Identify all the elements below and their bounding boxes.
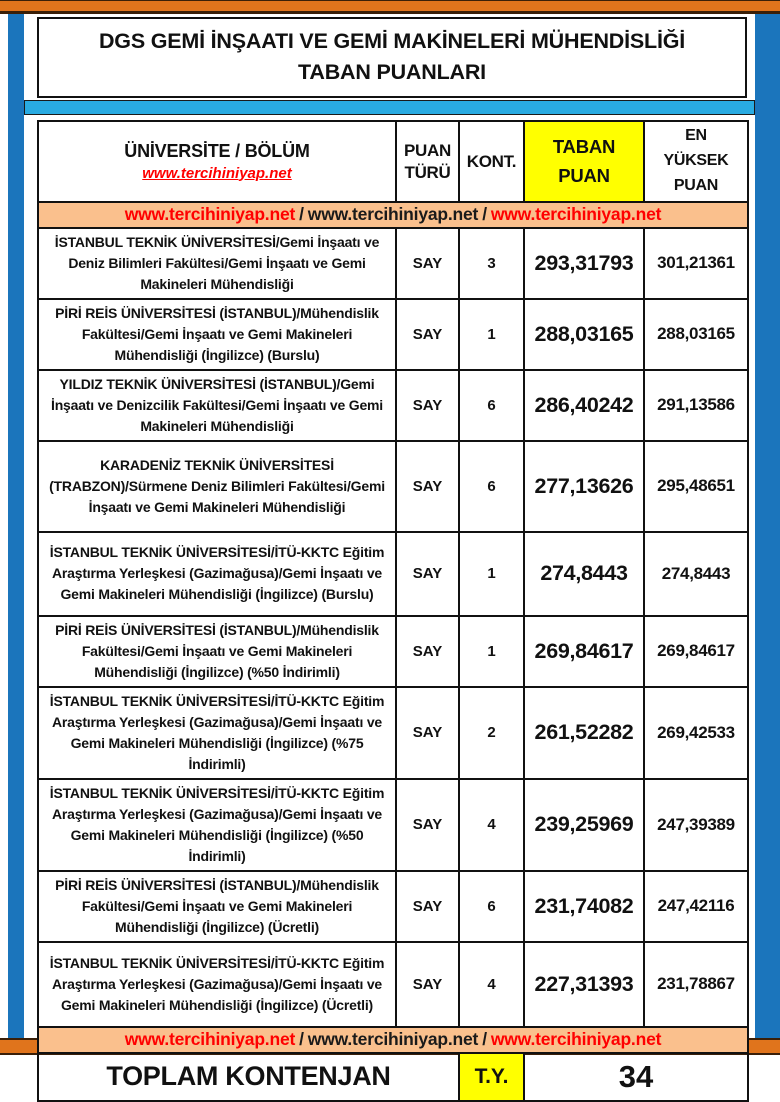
university-name: PİRİ REİS ÜNİVERSİTESİ (İSTANBUL)/Mühendislik Fakültesi/Gemi İnşaatı ve Gemi Makineleri Mühendisliği (İngilizce) (%50 İndirimli) [55, 621, 379, 680]
highest-score-value: 288,03165 [657, 324, 735, 344]
highest-score-cell [644, 687, 748, 779]
table-row [38, 779, 748, 871]
university-name: İSTANBUL TEKNİK ÜNİVERSİTESİ/İTÜ-KKTC Eğitim Araştırma Yerleşkesi (Gazimağusa)/Gemi İnşaatı ve Gemi Makineleri Mühendisliği (İngilizce) (Ücretli) [49, 954, 385, 1013]
university-cell [38, 616, 396, 687]
highest-score-cell [644, 942, 748, 1027]
university-name: İSTANBUL TEKNİK ÜNİVERSİTESİ/İTÜ-KKTC Eğitim Araştırma Yerleşkesi (Gazimağusa)/Gemi İnşaatı ve Gemi Makineleri Mühendisliği (İngilizce) (%50 İndirimli) [49, 784, 385, 864]
highest-score-value: 301,21361 [657, 253, 735, 273]
quota-value: 1 [487, 565, 496, 583]
highest-score-cell [644, 532, 748, 616]
score-type-value: SAY [412, 897, 443, 915]
base-score-cell [524, 942, 644, 1027]
base-score-value: 274,8443 [540, 561, 628, 586]
quota-value: 6 [487, 396, 496, 414]
base-score-value: 231,74082 [534, 893, 634, 918]
total-quota-value: 34 [524, 1053, 748, 1101]
university-cell [38, 370, 396, 441]
university-cell [38, 299, 396, 370]
link-band-bottom-cell [38, 1027, 748, 1053]
tercihiniyap-link[interactable]: www.tercihiniyap.net [490, 203, 662, 224]
quota-value: 4 [487, 816, 496, 834]
tercihiniyap-header-link[interactable]: www.tercihiniyap.net [142, 164, 292, 182]
tercihiniyap-link[interactable]: www.tercihiniyap.net [490, 1028, 662, 1049]
base-score-value: 227,31393 [534, 971, 634, 996]
link-separator: / [482, 203, 487, 224]
base-score-cell [524, 299, 644, 370]
quota-value: 1 [487, 642, 496, 660]
quota-cell [459, 299, 524, 370]
quota-value: 6 [487, 477, 496, 495]
score-type-cell [396, 299, 459, 370]
quota-cell [459, 616, 524, 687]
base-score-cell [524, 370, 644, 441]
quota-cell [459, 532, 524, 616]
score-type-value: SAY [412, 724, 443, 742]
quota-value: 6 [487, 897, 496, 915]
cyan-divider-band [24, 100, 755, 115]
score-type-value: SAY [412, 975, 443, 993]
base-score-value: 269,84617 [534, 638, 634, 663]
col-header-quota: KONT. [459, 121, 524, 201]
university-name: PİRİ REİS ÜNİVERSİTESİ (İSTANBUL)/Mühendislik Fakültesi/Gemi İnşaatı ve Gemi Makineleri Mühendisliği (İngilizce) (Ücretli) [55, 876, 379, 935]
quota-value: 3 [487, 254, 496, 272]
base-score-cell [524, 532, 644, 616]
highest-score-value: 231,78867 [657, 974, 735, 994]
results-body [38, 228, 748, 1027]
highest-score-cell [644, 299, 748, 370]
highest-score-value: 269,84617 [657, 641, 735, 661]
quota-cell [459, 779, 524, 871]
col-header-highest-score: EN YÜKSEK PUAN [644, 121, 748, 201]
score-type-value: SAY [412, 396, 443, 414]
score-type-cell [396, 779, 459, 871]
highest-score-value: 291,13586 [657, 395, 735, 415]
quota-value: 4 [487, 975, 496, 993]
quota-value: 1 [487, 325, 496, 343]
score-type-value: SAY [412, 816, 443, 834]
base-score-value: 293,31793 [534, 250, 634, 275]
base-score-value: 288,03165 [534, 321, 634, 346]
col-header-university [38, 121, 396, 201]
score-type-cell [396, 687, 459, 779]
base-score-cell [524, 616, 644, 687]
score-type-value: SAY [412, 642, 443, 660]
university-name: İSTANBUL TEKNİK ÜNİVERSİTESİ/İTÜ-KKTC Eğitim Araştırma Yerleşkesi (Gazimağusa)/Gemi İnşaatı ve Gemi Makineleri Mühendisliği (İngilizce) (Burslu) [49, 544, 385, 603]
highest-score-value: 274,8443 [661, 563, 731, 583]
university-cell [38, 441, 396, 532]
scores-table [37, 120, 749, 1101]
table-row [38, 871, 748, 942]
score-type-cell [396, 942, 459, 1027]
base-score-value: 261,52282 [534, 720, 634, 745]
col-header-score-type: PUAN TÜRÜ [396, 121, 459, 201]
highest-score-value: 247,39389 [657, 814, 735, 834]
university-cell [38, 871, 396, 942]
base-score-cell [524, 871, 644, 942]
left-blue-bar [8, 14, 24, 1038]
university-name: KARADENİZ TEKNİK ÜNİVERSİTESİ (TRABZON)/Sürmene Deniz Bilimleri Fakültesi/Gemi İnşaatı ve Gemi Makineleri Mühendisliği [49, 456, 385, 515]
university-cell [38, 779, 396, 871]
base-score-cell [524, 779, 644, 871]
link-band-bottom [38, 1027, 748, 1053]
base-score-cell [524, 687, 644, 779]
score-type-cell [396, 228, 459, 299]
score-type-cell [396, 616, 459, 687]
highest-score-cell [644, 370, 748, 441]
score-type-value: SAY [412, 565, 443, 583]
table-row [38, 532, 748, 616]
quota-cell [459, 687, 524, 779]
link-separator: / [299, 203, 304, 224]
score-type-cell [396, 532, 459, 616]
total-score-type-badge: T.Y. [459, 1053, 524, 1101]
university-cell [38, 228, 396, 299]
highest-score-cell [644, 441, 748, 532]
score-type-value: SAY [412, 254, 443, 272]
score-type-cell [396, 370, 459, 441]
table-row [38, 299, 748, 370]
highest-score-cell [644, 616, 748, 687]
university-name: PİRİ REİS ÜNİVERSİTESİ (İSTANBUL)/Mühendislik Fakültesi/Gemi İnşaatı ve Gemi Makineleri Mühendisliği (İngilizce) (Burslu) [55, 304, 379, 363]
base-score-value: 239,25969 [534, 812, 634, 837]
table-row [38, 228, 748, 299]
col-header-base-score: TABAN PUAN [524, 121, 644, 201]
page-title: DGS GEMİ İNŞAATI VE GEMİ MAKİNELERİ MÜHENDİSLİĞİ TABAN PUANLARI [37, 17, 747, 98]
link-band-top [38, 202, 748, 228]
link-band-top-cell [38, 202, 748, 228]
university-cell [38, 532, 396, 616]
quota-cell [459, 370, 524, 441]
university-name: İSTANBUL TEKNİK ÜNİVERSİTESİ/Gemi İnşaatı ve Deniz Bilimleri Fakültesi/Gemi İnşaatı ve Gemi Makineleri Mühendisliği [54, 233, 380, 292]
total-row [38, 1053, 748, 1101]
tercihiniyap-link[interactable]: www.tercihiniyap.net [124, 1028, 296, 1049]
col-header-university-label: ÜNİVERSİTE / BÖLÜM [124, 140, 310, 161]
base-score-value: 286,40242 [534, 392, 634, 417]
tercihiniyap-link[interactable]: www.tercihiniyap.net [307, 203, 479, 224]
quota-cell [459, 942, 524, 1027]
table-row [38, 616, 748, 687]
university-name: YILDIZ TEKNİK ÜNİVERSİTESİ (İSTANBUL)/Gemi İnşaatı ve Denizcilik Fakültesi/Gemi İnşaatı ve Gemi Makineleri Mühendisliği [51, 375, 383, 434]
score-type-cell [396, 441, 459, 532]
base-score-cell [524, 441, 644, 532]
quota-cell [459, 228, 524, 299]
link-separator: / [299, 1028, 304, 1049]
quota-cell [459, 441, 524, 532]
table-row [38, 441, 748, 532]
university-name: İSTANBUL TEKNİK ÜNİVERSİTESİ/İTÜ-KKTC Eğitim Araştırma Yerleşkesi (Gazimağusa)/Gemi İnşaatı ve Gemi Makineleri Mühendisliği (İngilizce) (%75 İndirimli) [49, 692, 385, 772]
link-separator: / [482, 1028, 487, 1049]
tercihiniyap-link[interactable]: www.tercihiniyap.net [307, 1028, 479, 1049]
table-row [38, 370, 748, 441]
highest-score-cell [644, 779, 748, 871]
highest-score-value: 247,42116 [657, 896, 735, 916]
quota-value: 2 [487, 724, 496, 742]
score-type-cell [396, 871, 459, 942]
table-row [38, 687, 748, 779]
highest-score-value: 295,48651 [657, 476, 735, 496]
top-orange-bar [0, 0, 780, 14]
tercihiniyap-link[interactable]: www.tercihiniyap.net [124, 203, 296, 224]
university-cell [38, 687, 396, 779]
highest-score-cell [644, 871, 748, 942]
base-score-value: 277,13626 [534, 473, 634, 498]
score-type-value: SAY [412, 477, 443, 495]
table-row [38, 942, 748, 1027]
total-quota-label: TOPLAM KONTENJAN [38, 1053, 459, 1101]
base-score-cell [524, 228, 644, 299]
highest-score-cell [644, 228, 748, 299]
content-area [24, 14, 755, 1102]
score-type-value: SAY [412, 325, 443, 343]
quota-cell [459, 871, 524, 942]
university-cell [38, 942, 396, 1027]
right-blue-bar [755, 14, 780, 1038]
table-header-row [38, 121, 748, 201]
highest-score-value: 269,42533 [657, 722, 735, 742]
